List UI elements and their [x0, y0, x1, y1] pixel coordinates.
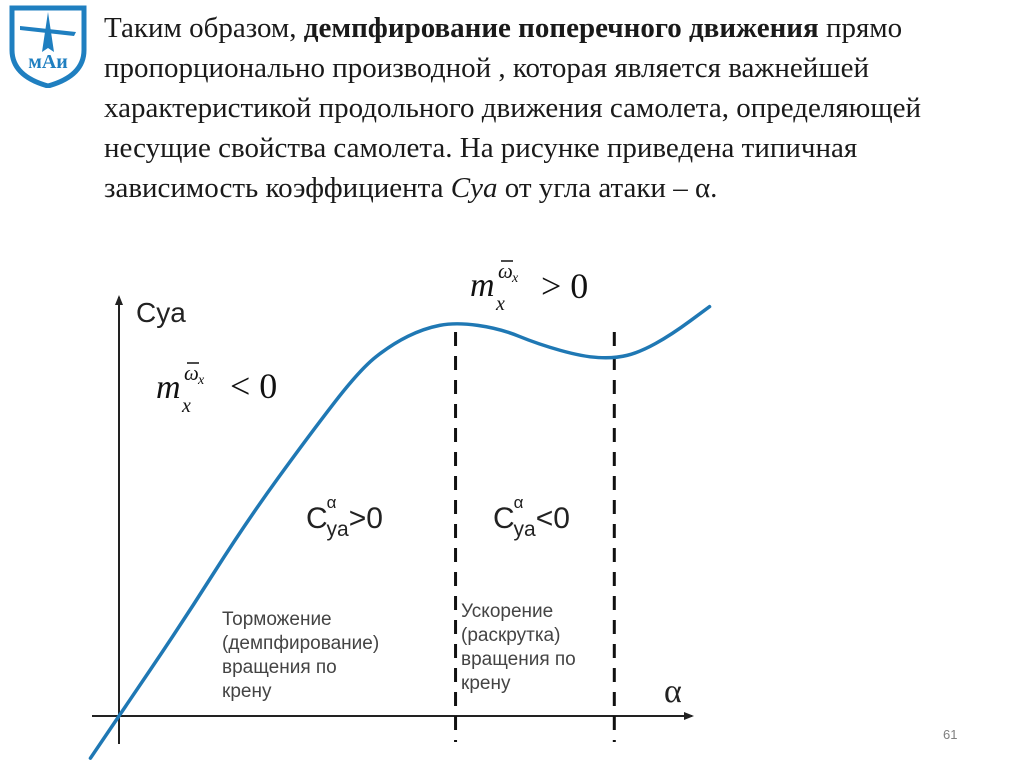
- svg-text:m: m: [156, 369, 181, 406]
- svg-text:> 0: > 0: [541, 266, 589, 306]
- svg-text:ω: ω: [184, 361, 199, 385]
- svg-text:x: x: [496, 293, 505, 315]
- explanation-paragraph: Таким образом, демпфирование поперечного движения прямо пропорционально производной , которая является важнейшей характеристикой продольного движения самолета, определяющей несущие свойства самолета. На рисунке приведена типичная зависимость коэффициента Cya от угла атаки – α.: [104, 12, 922, 204]
- cya-symbol: Cya: [450, 172, 498, 204]
- region-label-acceleration: Ускорение (раскрутка) вращения по крену: [461, 601, 576, 694]
- logo-text: мАи: [28, 51, 68, 73]
- svg-text:x: x: [198, 373, 205, 388]
- svg-text:< 0: < 0: [230, 366, 278, 406]
- emphasis-damping: демпфирование поперечного движения: [303, 12, 819, 44]
- svg-text:x: x: [182, 395, 191, 417]
- slide-number: 61: [943, 727, 958, 742]
- svg-text:x: x: [512, 271, 519, 286]
- y-axis-label: Cya: [136, 297, 186, 328]
- derivative-text-2: Cα ya<0: [493, 493, 570, 541]
- formula-m-positive: [470, 259, 588, 315]
- svg-text:m: m: [470, 267, 495, 304]
- svg-text:ω: ω: [498, 259, 513, 283]
- derivative-text-1: Cα ya>0: [306, 493, 383, 541]
- formula-m-negative: [156, 361, 277, 417]
- x-axis-label: α: [664, 673, 682, 710]
- region-label-damping: Торможение (демпфирование) вращения по крену: [222, 609, 380, 702]
